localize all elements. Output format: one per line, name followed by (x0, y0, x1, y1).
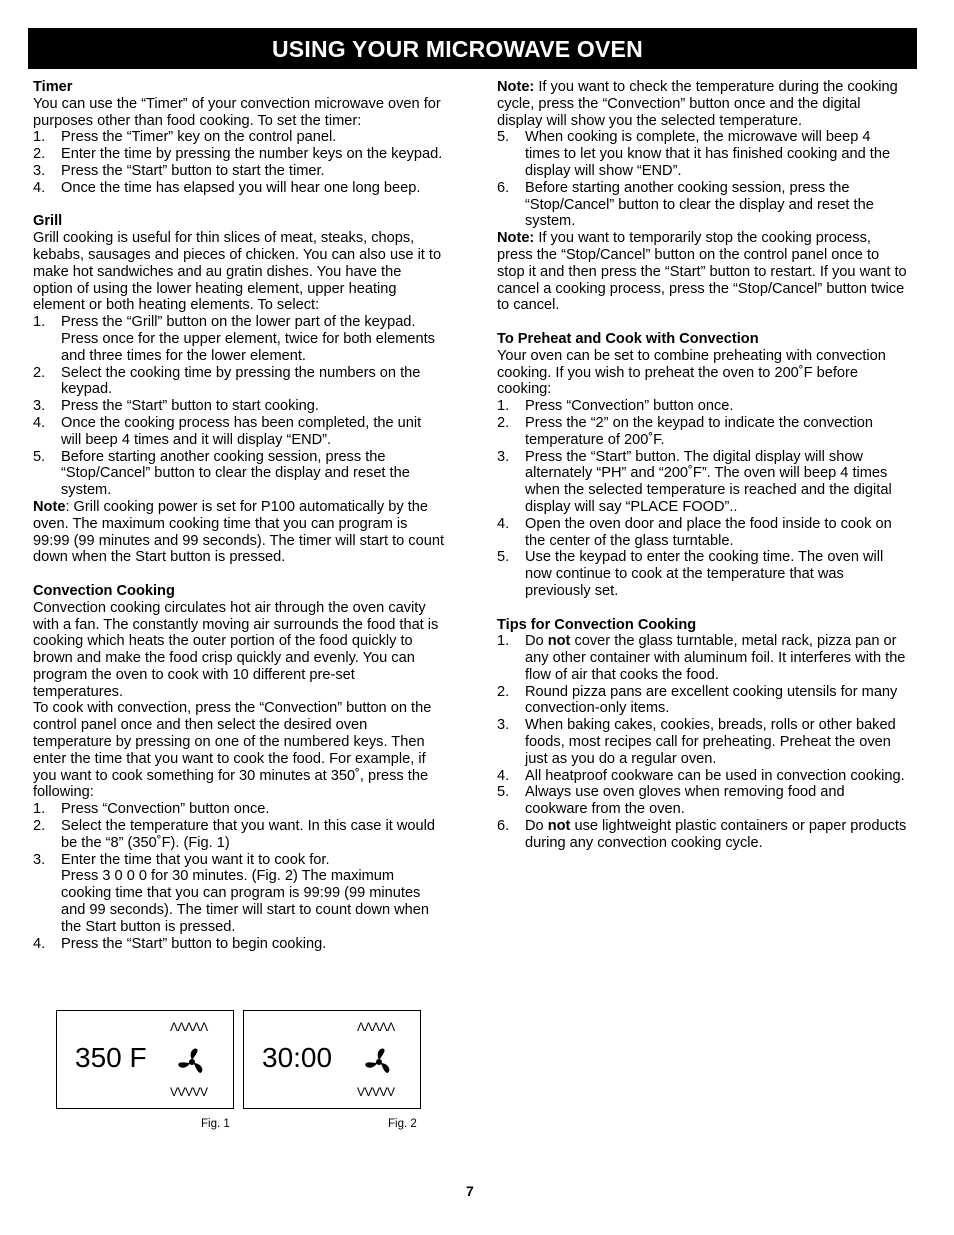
convection-intro: Convection cooking circulates hot air through the oven cavity with a fan. The constantly moving air surrounds the food that is cooking which heats the outer portion of the food quickly to brown and make the food crisp quickly and evenly. You can program the oven to cook with 10 different pre-set temperatures. (33, 599, 439, 700)
convection-heading: Convection Cooking (33, 582, 175, 599)
list-item: 3. When baking cakes, cookies, breads, rolls or other baked foods, most recipes call for preheating. Preheat the oven just as you do a regular oven. (497, 717, 896, 767)
list-item: 5. Always use oven gloves when removing food and cookware from the oven. (497, 784, 845, 818)
list-item: 1. Press “Convection” button once. (33, 801, 270, 818)
list-item: 3. Enter the time that you want it to cook for. Press 3 0 0 0 for 30 minutes. (Fig. 2) The maximum cooking time that you can program is 99:99 (99 minutes and 99 seconds). The timer will start to count down when the Start button is pressed. (33, 851, 430, 935)
tips-list (497, 633, 909, 851)
stop-cancel-note: Note: If you want to temporarily stop the cooking process, press the “Stop/Cancel” button on the control panel once to stop it and then press the “Start” button to restart. If you want to cancel a cooking process, press the “Stop/Cancel” button twice to cancel. (497, 230, 907, 314)
list-item: 1. Do not cover the glass turntable, metal rack, pizza pan or any other container with aluminum foil. It interferes with the flow of air that cooks the food. (497, 633, 906, 683)
list-item: 1. Press the “Grill” button on the lower part of the keypad. Press once for the upper element, twice for both elements and three times for the lower element. (33, 314, 435, 364)
list-item: 2. Enter the time by pressing the number keys on the keypad. (33, 146, 443, 163)
list-item: 4. All heatproof cookware can be used in convection cooking. (497, 767, 905, 784)
list-item: 3. Press the “Start” button. The digital display will show alternately “PH” and “200˚F”. The oven will beep 4 times when the selected temperature is reached and the digital display will say “PLACE FOOD”.. (497, 448, 892, 515)
lower-element-mark: VVVVV (170, 1085, 208, 1099)
display-readout: 30:00 (262, 1042, 333, 1073)
list-item: 4. Once the cooking process has been completed, the unit will beep 4 times and it will display “END”. (33, 414, 422, 448)
list-item: 6. Before starting another cooking session, press the “Stop/Cancel” button to clear the display and reset the system. (497, 179, 874, 230)
list-item: 5. Before starting another cooking session, press the “Stop/Cancel” button to clear the display and reset the system. (33, 448, 410, 499)
upper-element-mark: ΛΛΛΛΛ (357, 1020, 395, 1034)
list-item: 3. Press the “Start” button to start cooking. (33, 398, 319, 415)
timer-intro: You can use the “Timer” of your convection microwave oven for purposes other than food cooking. To set the timer: (33, 95, 441, 129)
list-item: 1. Press the “Timer” key on the control panel. (33, 129, 337, 146)
fan-icon (362, 1045, 396, 1079)
preheat-intro: Your oven can be set to combine preheating with convection cooking. If you wish to preheat the oven to 200˚F before cooking: (497, 347, 886, 398)
grill-steps (33, 314, 445, 499)
preheat-steps (497, 398, 909, 600)
figure-caption: Fig. 2 (388, 1118, 417, 1130)
upper-element-mark: ΛΛΛΛΛ (170, 1020, 208, 1034)
tips-heading: Tips for Convection Cooking (497, 616, 697, 633)
figure-caption: Fig. 1 (201, 1118, 230, 1130)
list-item: 3. Press the “Start” button to start the timer. (33, 162, 325, 179)
grill-heading: Grill (33, 213, 63, 230)
list-item: 5. When cooking is complete, the microwave will beep 4 times to let you know that it has finished cooking and the display will show “END”. (497, 129, 891, 179)
page-number: 7 (466, 1183, 474, 1199)
list-item: 4. Press the “Start” button to begin cooking. (33, 935, 327, 952)
display-figure-2 (243, 1010, 421, 1109)
timer-heading: Timer (33, 79, 73, 95)
lower-element-mark: VVVVV (357, 1085, 395, 1099)
list-item: 4. Open the oven door and place the food inside to cook on the center of the glass turntable. (497, 515, 892, 549)
right-column (497, 79, 909, 852)
convection-intro-2: To cook with convection, press the “Convection” button on the control panel once and then select the desired oven temperature by pressing on one of the numbered keys. Then enter the time that you want to cook the food. For example, if you want to cook something for 30 minutes at 350˚, press the following: (33, 700, 432, 801)
list-item: 1. Press “Convection” button once. (497, 398, 734, 415)
preheat-heading: To Preheat and Cook with Convection (497, 330, 759, 347)
list-item: 5. Use the keypad to enter the cooking time. The oven will now continue to cook at the temperature that was previously set. (497, 549, 884, 599)
temperature-check-note: Note: If you want to check the temperature during the cooking cycle, press the “Convection” button once and the digital display will show you the selected temperature. (497, 79, 898, 129)
list-item: 6. Do not use lightweight plastic containers or paper products during any convection cooking cycle. (497, 818, 907, 851)
left-column (33, 79, 445, 952)
grill-intro: Grill cooking is useful for thin slices of meat, steaks, chops, kebabs, sausages and pieces of chicken. You can also use it to make hot sandwiches and au gratin dishes. You have the option of using the lower heating element, upper heating element or both heating elements. To select: (33, 230, 442, 314)
timer-steps (33, 129, 445, 196)
list-item: 4. Once the time has elapsed you will hear one long beep. (33, 179, 421, 196)
convection-steps (33, 801, 445, 952)
display-readout: 350 F (75, 1042, 147, 1073)
page-title: USING YOUR MICROWAVE OVEN (272, 36, 643, 62)
list-item: 2. Select the temperature that you want. In this case it would be the “8” (350˚F). (Fig. 1) (33, 818, 435, 851)
fan-icon (175, 1045, 209, 1079)
display-figure-1 (56, 1010, 234, 1109)
grill-note: Note: Grill cooking power is set for P100 automatically by the oven. The maximum cooking time that you can program is 99:99 (99 minutes and 99 seconds). The timer will start to count down when the Start button is pressed. (33, 498, 444, 566)
list-item: 2. Select the cooking time by pressing the numbers on the keypad. (33, 364, 421, 398)
convection-steps-continued (497, 129, 909, 230)
section-header-banner (28, 28, 917, 69)
list-item: 2. Press the “2” on the keypad to indicate the convection temperature of 200˚F. (497, 414, 874, 448)
list-item: 2. Round pizza pans are excellent cooking utensils for many convection-only items. (497, 683, 898, 717)
